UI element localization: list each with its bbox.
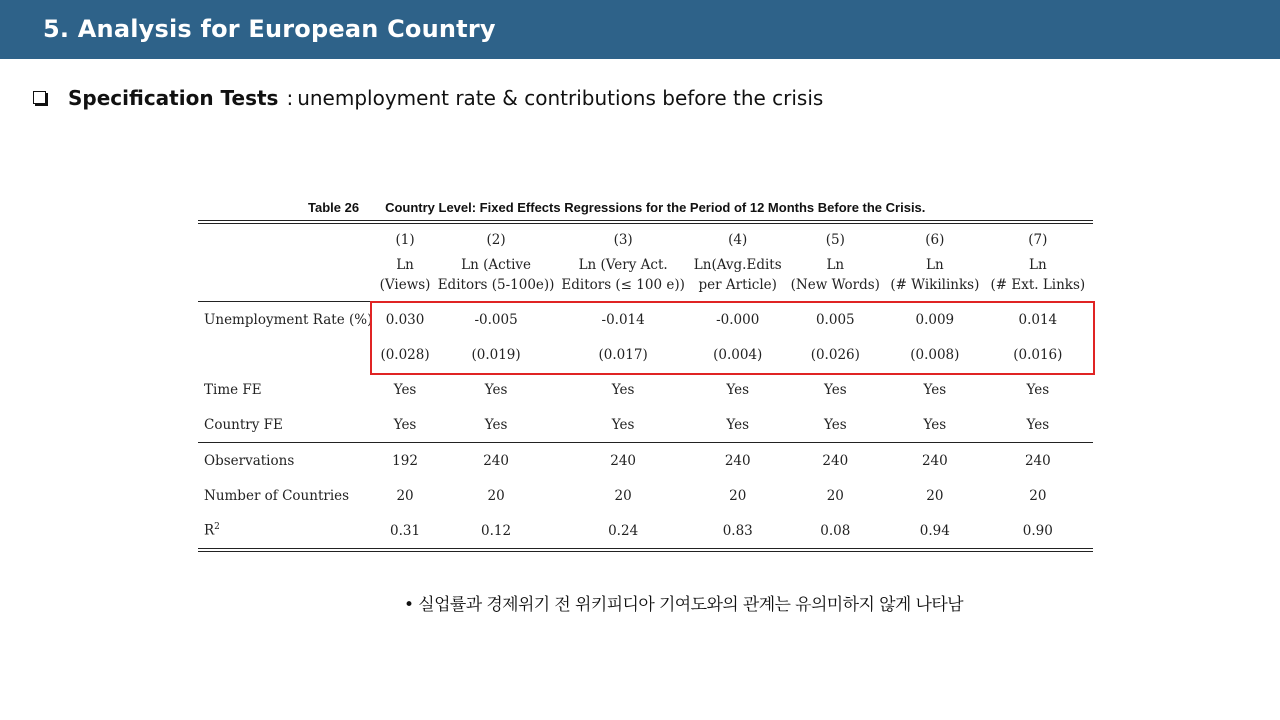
table-cell: 0.90 bbox=[1022, 522, 1053, 539]
header-row bbox=[198, 224, 1093, 301]
table-number: Table 26 bbox=[308, 200, 360, 215]
table-cell: 0.009 bbox=[915, 311, 955, 328]
table-cell: Yes bbox=[611, 381, 635, 398]
table-cell: -0.005 bbox=[474, 311, 518, 328]
table-cell: 20 bbox=[926, 487, 944, 504]
table-cell: 0.94 bbox=[919, 522, 950, 539]
table-cell: 0.005 bbox=[815, 311, 855, 328]
table-cell: 20 bbox=[729, 487, 747, 504]
row-label: Time FE bbox=[204, 381, 262, 398]
table-cell: Yes bbox=[611, 416, 635, 433]
checkbox-bullet-icon bbox=[33, 91, 46, 104]
column-header-5: (5) Ln (New Words) bbox=[790, 232, 880, 293]
table-cell: 0.030 bbox=[385, 311, 425, 328]
table-cell: Yes bbox=[923, 381, 947, 398]
table-cell: Yes bbox=[393, 381, 417, 398]
table-cell: 240 bbox=[483, 452, 509, 469]
table-cell: 0.24 bbox=[608, 522, 639, 539]
row-label: Number of Countries bbox=[204, 487, 350, 504]
table-cell: 240 bbox=[610, 452, 637, 469]
table-cell: Yes bbox=[823, 416, 847, 433]
table-cell: (0.017) bbox=[598, 346, 648, 363]
table-cell: (0.004) bbox=[713, 346, 763, 363]
table-cell: 240 bbox=[921, 452, 948, 469]
table-cell: 0.08 bbox=[820, 522, 851, 539]
table-cell: Yes bbox=[1026, 416, 1050, 433]
bottom-double-rule bbox=[198, 548, 1093, 552]
row-label: Unemployment Rate (%) bbox=[204, 311, 373, 328]
table-cell: Yes bbox=[726, 416, 750, 433]
table-cell: 240 bbox=[822, 452, 849, 469]
title-bar bbox=[0, 0, 1280, 59]
table-cell: -0.014 bbox=[601, 311, 645, 328]
table-caption bbox=[308, 200, 925, 215]
column-header-4: (4) Ln(Avg.Edits per Article) bbox=[693, 232, 782, 293]
table-row-r-squared bbox=[198, 513, 1093, 548]
table-cell: 0.12 bbox=[481, 522, 512, 539]
table-cell: 0.31 bbox=[390, 522, 421, 539]
table-cell: Yes bbox=[923, 416, 947, 433]
table-cell: (0.028) bbox=[380, 346, 430, 363]
table-cell: 0.014 bbox=[1018, 311, 1058, 328]
table-title: Country Level: Fixed Effects Regressions for the Period of 12 Months Before the Crisis. bbox=[385, 200, 926, 215]
table-cell: (0.008) bbox=[910, 346, 960, 363]
row-label bbox=[198, 337, 372, 372]
slide-title: 5. Analysis for European Country bbox=[43, 15, 496, 43]
table-cell: 240 bbox=[724, 452, 751, 469]
subtitle-text: unemployment rate & contributions before the crisis bbox=[297, 86, 824, 110]
table-cell: 20 bbox=[487, 487, 505, 504]
table-row-country-fe bbox=[198, 407, 1093, 442]
subtitle-bold: Specification Tests bbox=[68, 86, 279, 110]
table-cell: 240 bbox=[1024, 452, 1051, 469]
subtitle-separator: : bbox=[286, 86, 294, 110]
table-cell: Yes bbox=[484, 416, 508, 433]
row-label: Observations bbox=[204, 452, 295, 469]
column-header-3: (3) Ln (Very Act. Editors (≤ 100 e)) bbox=[561, 232, 685, 293]
regression-table bbox=[198, 220, 1093, 552]
table-cell: 192 bbox=[392, 452, 418, 469]
table-cell: 20 bbox=[826, 487, 844, 504]
table-cell: 20 bbox=[1029, 487, 1047, 504]
table-cell: 0.83 bbox=[722, 522, 753, 539]
table-cell: (0.019) bbox=[471, 346, 521, 363]
note-text: 실업률과 경제위기 전 위키피디아 기여도와의 관계는 유의미하지 않게 나타남 bbox=[418, 595, 963, 615]
column-header-2: (2) Ln (Active Editors (5-100e)) bbox=[437, 232, 555, 293]
subtitle-line bbox=[33, 86, 823, 110]
table-cell: Yes bbox=[1026, 381, 1050, 398]
table-row-countries bbox=[198, 478, 1093, 513]
table-row-time-fe bbox=[198, 372, 1093, 407]
table-row-observations bbox=[198, 443, 1093, 478]
table-cell: 20 bbox=[396, 487, 414, 504]
table-cell: Yes bbox=[726, 381, 750, 398]
table-cell: 20 bbox=[614, 487, 632, 504]
highlight-box bbox=[370, 301, 1095, 375]
row-label: $R^2$ bbox=[204, 522, 220, 539]
table-cell: Yes bbox=[823, 381, 847, 398]
table-cell: Yes bbox=[393, 416, 417, 433]
column-header-6: (6) Ln (# Wikilinks) bbox=[890, 232, 980, 293]
table-cell: (0.026) bbox=[810, 346, 860, 363]
note-bullet: • bbox=[404, 595, 414, 615]
results-table bbox=[198, 224, 1093, 548]
row-label: Country FE bbox=[204, 416, 283, 433]
column-header-1: (1) Ln (Views) bbox=[379, 232, 431, 293]
conclusion-note bbox=[404, 590, 963, 615]
table-cell: Yes bbox=[484, 381, 508, 398]
table-cell: -0.000 bbox=[716, 311, 760, 328]
table-cell: (0.016) bbox=[1013, 346, 1063, 363]
column-header-7: (7) Ln (# Ext. Links) bbox=[990, 232, 1086, 293]
